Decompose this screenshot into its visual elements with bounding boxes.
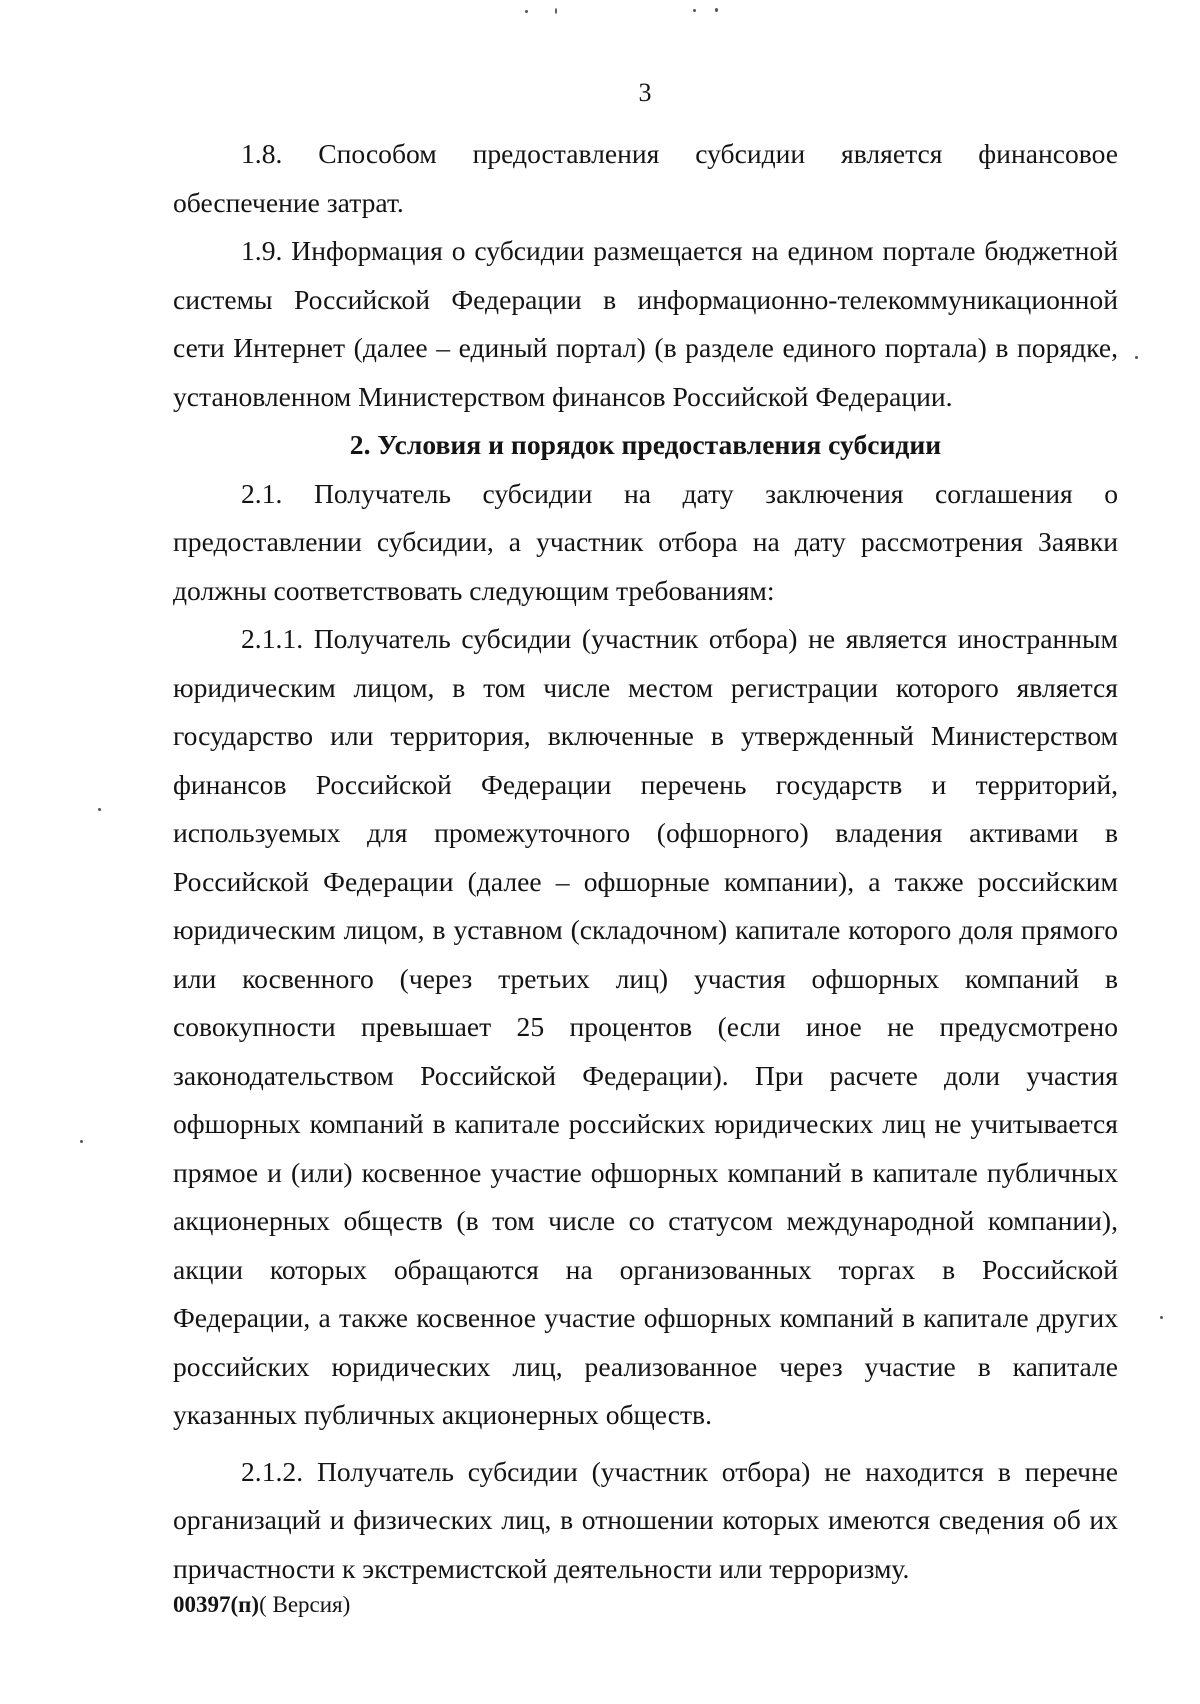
scan-speck — [525, 10, 528, 13]
paragraph-2-1-1: 2.1.1. Получатель субсидии (участник отбора) не является иностранным юридическим лицом, в том числе местом регистрации которого является государство или территория, включенные в утвержденный Министерством финансов Российской Федерации перечень государств и территорий, используемых для промежуточного (офшорного) владения активами в Российской Федерации (далее – офшорные компании), а также российским юридическим лицом, в уставном (складочном) капитале которого доля прямого или косвенного (через третьих лиц) участия офшорных компаний в совокупности превышает 25 процентов (если иное не предусмотрено законодательством Российской Федерации). При расчете доли участия офшорных компаний в капитале российских юридических лиц не учитывается прямое и (или) косвенное участие офшорных компаний в капитале публичных акционерных обществ (в том числе со статусом международной компании), акции которых обращаются на организованных торгах в Российской Федерации, а также косвенное участие офшорных компаний в капитале других российских юридических лиц, реализованное через участие в капитале указанных публичных акционерных обществ. — [173, 623, 1118, 1430]
document-code: 00397(п) — [173, 1592, 260, 1617]
paragraph-2-1: 2.1. Получатель субсидии на дату заключения соглашения о предоставлении субсидии, а участник отбора на дату рассмотрения Заявки должны соответствовать следующим требованиям: — [173, 477, 1118, 606]
paragraph-2-1-2: 2.1.2. Получатель субсидии (участник отбора) не находится в перечне организаций и физических лиц, в отношении которых имеются сведения об их причастности к экстремистской деятельности или терроризму. — [173, 1455, 1118, 1584]
document-body — [173, 130, 1118, 1593]
scan-speck — [693, 9, 696, 12]
section-heading: 2. Условия и порядок предоставления субсидии — [349, 429, 942, 460]
paragraph-1-8: 1.8. Способом предоставления субсидии является финансовое обеспечение затрат. — [173, 138, 1118, 218]
document-footer — [173, 1592, 350, 1618]
scan-speck — [715, 8, 718, 12]
page-number: 3 — [638, 78, 652, 107]
scan-speck — [98, 808, 101, 811]
scan-speck — [1160, 1316, 1163, 1319]
document-version: ( Версия) — [259, 1592, 351, 1617]
scan-speck — [80, 1140, 83, 1143]
scan-speck — [1135, 356, 1138, 359]
scan-speck — [555, 8, 557, 14]
paragraph-1-9: 1.9. Информация о субсидии размещается на едином портале бюджетной системы Российской Федерации в информационно-телекоммуникационной сети Интернет (далее – единый портал) (в разделе единого портала) в порядке, установленном Министерством финансов Российской Федерации. — [173, 235, 1118, 412]
